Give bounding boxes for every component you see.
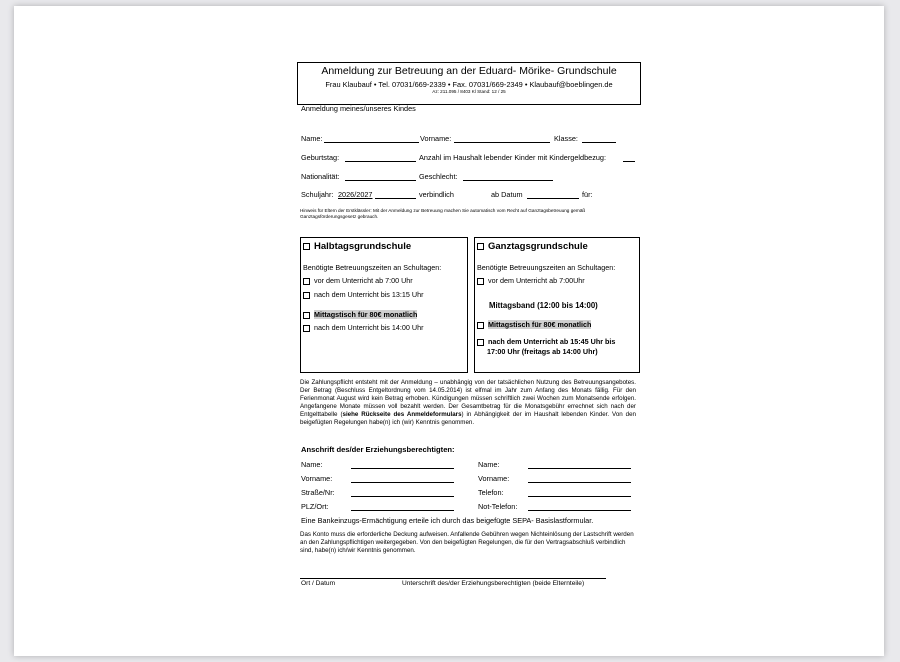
child-vorname-field[interactable] — [454, 142, 550, 143]
nationalitaet-label: Nationalität: — [301, 172, 340, 181]
guardian-strasse-label: Straße/Nr: — [301, 488, 335, 497]
intro-text: Anmeldung meines/unseres Kindes — [301, 104, 416, 113]
guardian-right-name-label: Name: — [478, 460, 500, 469]
sepa-text: Eine Bankeinzugs-Ermächtigung erteile ich durch das beigefügte SEPA- Basislastformular. — [301, 516, 594, 525]
guardian-not-telefon-label: Not-Telefon: — [478, 502, 518, 511]
ab-datum-label: ab Datum — [491, 190, 523, 199]
ganztag-intro: Benötigte Betreuungszeiten an Schultagen: — [477, 263, 616, 272]
guardian-right-name-field[interactable] — [528, 468, 631, 469]
ab-datum-field[interactable] — [527, 198, 579, 199]
schuljahr-value[interactable]: 2026/2027 — [338, 190, 373, 199]
schuljahr-field-line — [375, 198, 416, 199]
guardian-telefon-field[interactable] — [528, 496, 631, 497]
ganztag-item-1-checkbox[interactable] — [477, 278, 484, 285]
payment-text-2: ) in Abhängigkeit der im Haushalt lebenden Kinder. Von den beigefügten Regelungen habe(n) ich (wir) Kenntnis genommen. — [300, 411, 636, 426]
document-page — [14, 6, 884, 656]
guardian-strasse-field[interactable] — [351, 496, 454, 497]
guardians-title: Anschrift des/der Erziehungsberechtigten: — [301, 445, 455, 454]
child-klasse-label: Klasse: — [554, 134, 578, 143]
geschlecht-label: Geschlecht: — [419, 172, 458, 181]
payment-paragraph — [300, 379, 636, 427]
reference-line: Az: 211.095 / 8403 Kl Stand: 12 / 25 — [432, 89, 506, 94]
guardian-right-vorname-label: Vorname: — [478, 474, 510, 483]
halbtag-checkbox[interactable] — [303, 243, 310, 250]
halbtag-title: Halbtagsgrundschule — [314, 241, 412, 252]
child-vorname-label: Vorname: — [420, 134, 452, 143]
guardian-left-name-field[interactable] — [351, 468, 454, 469]
anzahl-kinder-label: Anzahl im Haushalt lebender Kinder mit Kindergeldbezug: — [419, 153, 606, 162]
ganztag-item-3-checkbox[interactable] — [477, 339, 484, 346]
guardian-left-name-label: Name: — [301, 460, 323, 469]
guardian-plz-label: PLZ/Ort: — [301, 502, 329, 511]
halbtag-item-4-label: nach dem Unterricht bis 14:00 Uhr — [314, 323, 424, 332]
halbtag-item-1-checkbox[interactable] — [303, 278, 310, 285]
ganztag-mittagstisch-checkbox[interactable] — [477, 322, 484, 329]
halbtag-item-4-checkbox[interactable] — [303, 325, 310, 332]
halbtag-item-2-label: nach dem Unterricht bis 13:15 Uhr — [314, 290, 424, 299]
hinweis-text: Hinweis für Eltern der Erstklässler: Mit der Anmeldung zur Betreuung machen Sie automatisch vom Recht auf Ganztagsbetreuung gemäß Ganztagsförderungsgesetz gebrauch. — [300, 208, 586, 219]
halbtag-box — [300, 237, 468, 373]
unterschrift-label: Unterschrift des/der Erziehungsberechtigten (beide Elternteile) — [402, 580, 585, 587]
anzahl-kinder-field[interactable] — [623, 161, 635, 162]
halbtag-item-1-label: vor dem Unterricht ab 7:00 Uhr — [314, 276, 413, 285]
child-name-label: Name: — [301, 134, 323, 143]
geschlecht-field[interactable] — [463, 180, 553, 181]
header-box — [297, 62, 641, 105]
ganztag-item-3-line-2: 17:00 Uhr (freitags ab 14:00 Uhr) — [487, 347, 598, 356]
verbindlich-label: verbindlich — [419, 190, 454, 199]
halbtag-intro: Benötigte Betreuungszeiten an Schultagen: — [303, 263, 442, 272]
contact-line: Frau Klaubauf • Tel. 07031/669-2339 • Fax. 07031/669-2349 • Klaubauf@boeblingen.de — [325, 80, 613, 89]
ort-datum-label: Ort / Datum — [301, 580, 336, 587]
fuer-label: für: — [582, 190, 593, 199]
geburtstag-label: Geburtstag: — [301, 153, 340, 162]
ganztag-item-3-line-1: nach dem Unterricht ab 15:45 Uhr bis — [488, 337, 616, 346]
form-title: Anmeldung zur Betreuung an der Eduard- Mörike- Grundschule — [321, 65, 617, 77]
schuljahr-label: Schuljahr: — [301, 190, 334, 199]
child-klasse-field[interactable] — [582, 142, 616, 143]
guardian-left-vorname-field[interactable] — [351, 482, 454, 483]
payment-text-bold: siehe Rückseite des Anmeldeformulars — [342, 411, 462, 418]
guardian-not-telefon-field[interactable] — [528, 510, 631, 511]
ganztag-box — [474, 237, 640, 373]
halbtag-mittagstisch-label: Mittagstisch für 80€ monatlich — [314, 310, 418, 319]
ganztag-mittagstisch-label: Mittagstisch für 80€ monatlich — [488, 320, 592, 329]
konto-text: Das Konto muss die erforderliche Deckung aufweisen. Anfallende Gebühren wegen Nichteinlösung der Lastschrift werden an den Zahlungspflichtigen weitergegeben. Von den beigefügten Regelungen, die für den Vertragsabschluß verbindlich sind, habe(n) ich/wir Kenntnis genommen. — [300, 531, 634, 554]
guardian-left-vorname-label: Vorname: — [301, 474, 333, 483]
ganztag-title: Ganztagsgrundschule — [488, 241, 588, 252]
ganztag-item-1-label: vor dem Unterricht ab 7:00Uhr — [488, 276, 585, 285]
child-name-field[interactable] — [324, 142, 419, 143]
signature-line[interactable] — [300, 578, 606, 579]
guardian-right-vorname-field[interactable] — [528, 482, 631, 483]
halbtag-mittagstisch-checkbox[interactable] — [303, 312, 310, 319]
guardian-plz-field[interactable] — [351, 510, 454, 511]
nationalitaet-field[interactable] — [345, 180, 416, 181]
mittagsband-label: Mittagsband (12:00 bis 14:00) — [489, 301, 598, 310]
geburtstag-field[interactable] — [345, 161, 416, 162]
ganztag-checkbox[interactable] — [477, 243, 484, 250]
payment-text-1: Die Zahlungspflicht entsteht mit der Anmeldung – unabhängig von der tatsächlichen Nutzung des Betreuungsangebotes. Der Betrag (Beschluss Entgeltordnung vom 14.05.2014) ist elfmal im Jahr zum Anfang des Monats fällig. Für den Ferienmonat August wird kein Betrag erhoben. Kündigungen müssen schriftlich zwei Wochen zum Monatsende erfolgen. Angefangene Monate müssen voll bezahlt werden. Der Gesamtbetrag für die Monatsgebühr errechnet sich nach der Entgelttabelle ( — [300, 379, 636, 418]
guardian-telefon-label: Telefon: — [478, 488, 504, 497]
halbtag-item-2-checkbox[interactable] — [303, 292, 310, 299]
